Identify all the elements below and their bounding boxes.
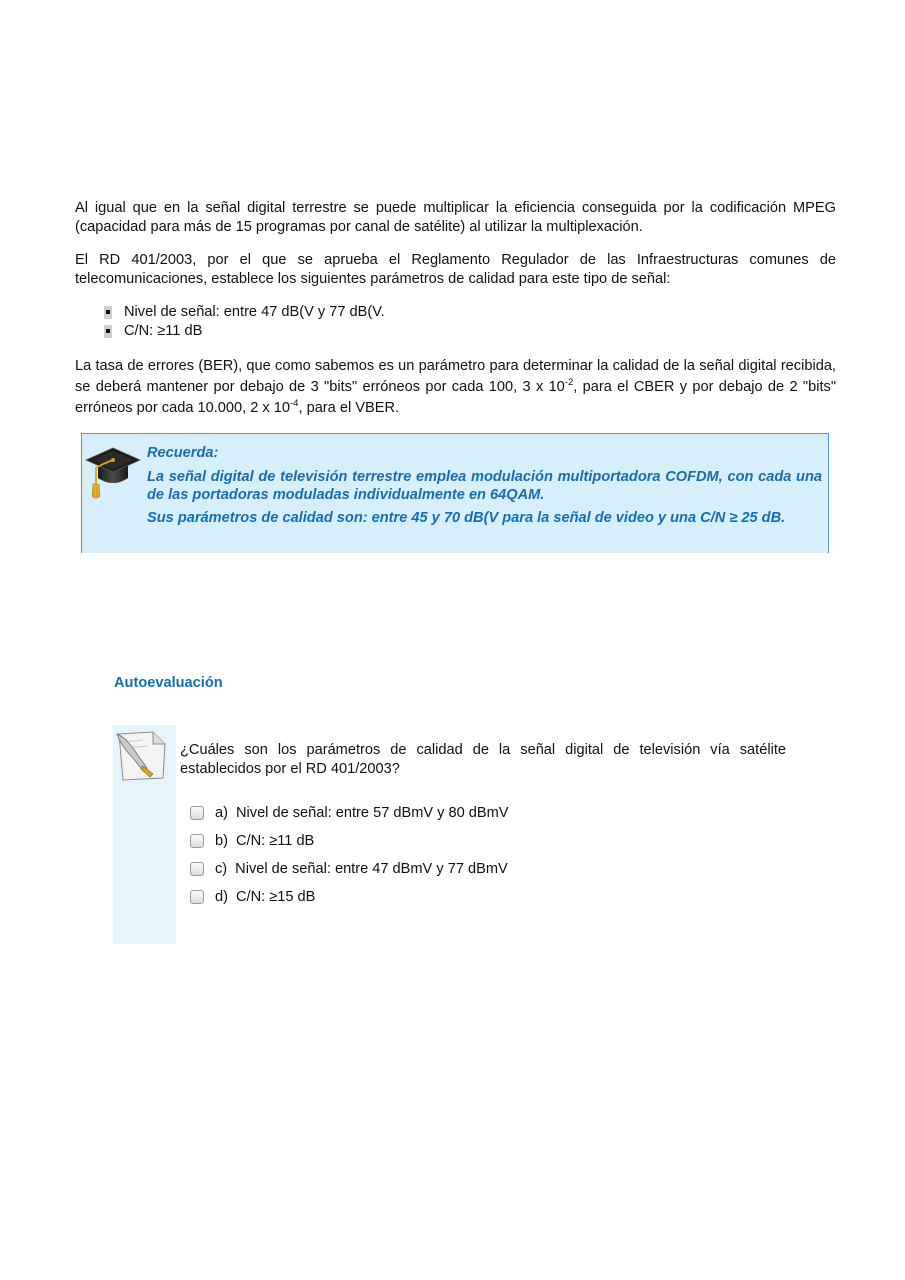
paragraph-ber [75,356,836,419]
ber-text-1: La tasa de errores (BER), que como sabemos es un parámetro para determinar la calidad de la señal digital recibida, se deberá mantener por debajo de 3 "bits" erróneos por cada 100, 3 x 10 [75,358,836,395]
option-text: C/N: ≥11 dB [235,833,315,849]
recuerda-title: Recuerda: [147,445,219,461]
checkbox-option-b[interactable] [190,834,204,848]
checkbox-option-c[interactable] [190,862,204,876]
list-item-text: Nivel de señal: entre 47 dB(V y 77 dB(V. [124,304,385,320]
quality-parameters-list [104,303,385,341]
option-letter: d) [215,889,228,905]
list-item-text: C/N: ≥11 dB [124,323,203,339]
square-bullet-icon [104,325,112,338]
checkbox-option-d[interactable] [190,890,204,904]
autoevaluacion-title: Autoevaluación [114,675,223,691]
quill-paper-icon [113,728,171,784]
ber-text-2: , para el CBER y por debajo de 2 "bits" erróneos por cada 10.000, 2 x 10 [75,379,837,416]
quiz-option-d [190,883,509,911]
recuerda-line-cofdm: La señal digital de televisión terrestre emplea modulación multiportadora COFDM, con cada una de las portadoras moduladas individualmente en 64QAM. [147,469,822,503]
quiz-question: ¿Cuáles son los parámetros de calidad de la señal digital de televisión vía satélite establecidos por el RD 401/2003? [180,742,786,777]
list-item [104,322,385,341]
option-text: Nivel de señal: entre 57 dBmV y 80 dBmV [235,805,509,821]
square-bullet-icon [104,306,112,319]
option-letter: b) [215,833,228,849]
recuerda-line-parametros: Sus parámetros de calidad son: entre 45 y 70 dB(V para la señal de video y una C/N ≥ 25 dB. [147,510,786,526]
checkbox-option-a[interactable] [190,806,204,820]
exponent-2: -4 [290,398,299,409]
paragraph-multiplexacion: Al igual que en la señal digital terrestre se puede multiplicar la eficiencia conseguida por la codificación MPEG (capacidad para más de 15 programas por canal de satélite) al utilizar la multiplexación. [75,200,836,235]
ber-text-3: , para el VBER. [298,400,400,416]
quiz-options [190,799,509,911]
recuerda-box [81,433,829,553]
quiz-option-b [190,827,509,855]
quiz-option-c [190,855,509,883]
option-text: Nivel de señal: entre 47 dBmV y 77 dBmV [235,861,508,877]
paragraph-rd-401: El RD 401/2003, por el que se aprueba el Reglamento Regulador de las Infraestructuras comunes de telecomunicaciones, establece los siguientes parámetros de calidad para este tipo de señal: [75,252,836,287]
graduation-cap-icon [84,440,142,502]
option-text: C/N: ≥15 dB [235,889,316,905]
quiz-option-a [190,799,509,827]
exponent-1: -2 [564,377,574,388]
option-letter: a) [215,805,228,821]
option-letter: c) [215,861,228,877]
list-item [104,303,385,322]
recuerda-text [147,444,822,532]
